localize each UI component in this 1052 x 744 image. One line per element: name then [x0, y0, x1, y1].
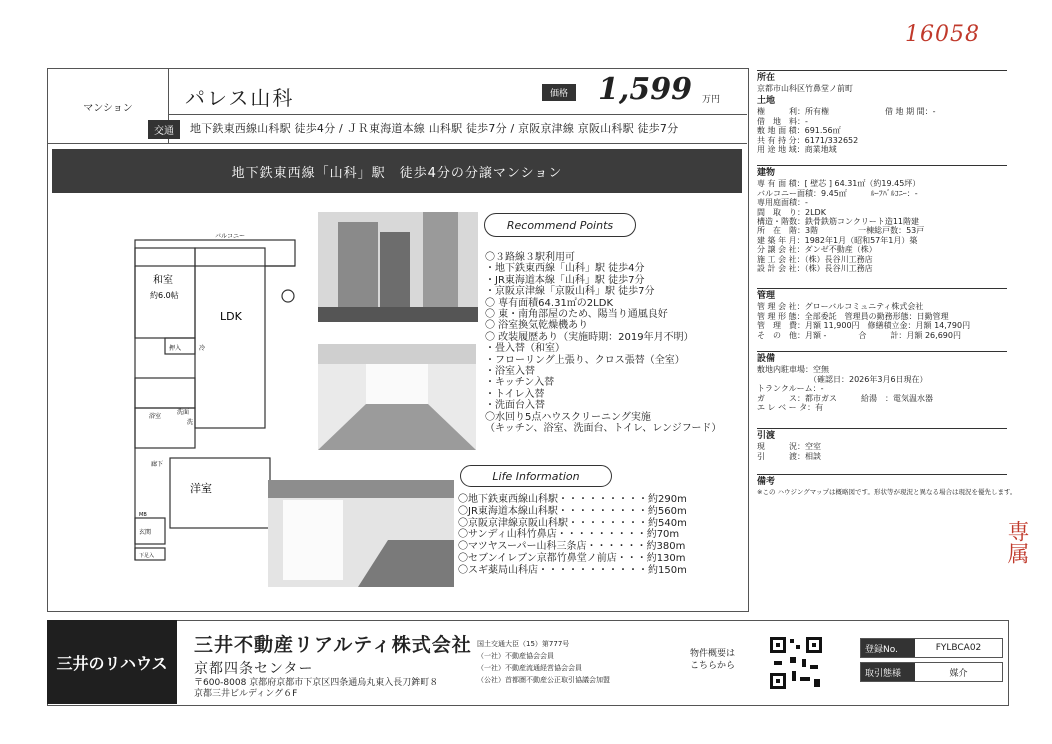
deal-type-row: [860, 662, 1003, 682]
company-name: 三井不動産リアルティ株式会社: [194, 634, 472, 656]
life-info-item: 〇JR東海道本線山科駅・・・・・・・・・約560m: [458, 505, 687, 517]
recommend-item: ・フローリング上張り、クロス張替（全室）: [485, 354, 685, 366]
recommend-item: ・キッチン入替: [485, 377, 555, 389]
handover-line: 引 渡：相談: [757, 451, 821, 461]
management-line: そ の 他：月額 - 合 計：月額 26,690円: [757, 330, 961, 340]
price-label: 価格: [542, 84, 576, 101]
plan-room2-name: LDK: [220, 310, 242, 323]
remarks-title: 備考: [757, 477, 776, 487]
qr-caption-line: こちらから: [690, 661, 736, 671]
room-ldk: [195, 248, 265, 428]
recommend-item: 〇水回り5点ハウスクリーニング実施: [485, 411, 651, 423]
balcony-area: [135, 240, 295, 266]
recommend-item: ・JR東海道本線「山科」駅 徒歩7分: [485, 274, 645, 286]
handover-title: 引渡: [757, 431, 776, 441]
management-section: [757, 288, 1007, 340]
price-unit: 万円: [702, 95, 721, 105]
plan-entrance: 玄関: [139, 529, 152, 536]
recommend-item: ・京阪京津線「京阪山科」駅 徒歩7分: [485, 286, 655, 298]
equipment-line: トランクルーム：-: [757, 384, 824, 394]
handover-line: 現 況：空室: [757, 442, 821, 452]
location-section: [757, 70, 1007, 94]
land-line: 敷 地 面 積：691.56㎡: [757, 126, 841, 136]
plan-room1-size: 約6.0帖: [150, 291, 179, 300]
title-divider: [168, 114, 747, 115]
deal-type-value: 媒介: [949, 668, 968, 679]
building-line: 構造・階数：鉄骨鉄筋コンクリート造11階建: [757, 217, 920, 227]
land-line: 用 途 地 域：商業地域: [757, 145, 837, 155]
equipment-line: エ レ ベ ー タ：有: [757, 403, 824, 413]
header-divider: [48, 143, 747, 144]
transit-label: 交通: [148, 120, 180, 139]
bathroom: [135, 378, 195, 408]
qr-code-icon[interactable]: [768, 635, 824, 691]
rehouse-logo: 三井のリハウス: [47, 620, 177, 704]
management-line: 管 理 費：月額 11,900円 修繕積立金：月額 14,790円: [757, 321, 971, 331]
property-name: パレス山科: [185, 86, 295, 110]
property-type: マンション: [48, 69, 169, 143]
equipment-line: 敷地内駐車場：空無: [757, 365, 829, 375]
handwritten-number: 16058: [905, 22, 980, 47]
life-info-item: 〇京阪京津線京阪山科駅・・・・・・・・約540m: [458, 517, 687, 529]
life-info-item: 〇サンディ山科竹鼻店・・・・・・・・・約70m: [458, 529, 680, 541]
deal-type-label: 取引態様: [861, 663, 915, 681]
recommend-item: ・浴室入替: [485, 366, 535, 378]
life-info-list: [458, 494, 687, 577]
license-info: [477, 638, 610, 686]
building-line: 間 取 り：2LDK: [757, 207, 826, 217]
building-line: 施 工 会 社：（株）長谷川工務店: [757, 254, 873, 264]
equipment-section: [757, 351, 1007, 412]
recommend-item: ・洗面台入替: [485, 400, 545, 412]
land-line: 借 地 料：-: [757, 116, 808, 126]
interior-washitsu-photo: [268, 480, 454, 587]
management-line: 管 理 会 社：グローバルコミュニティ株式会社: [757, 302, 924, 312]
interior-ldk-photo: [318, 344, 476, 450]
remarks-section: [757, 474, 1017, 498]
plan-wash: 洗: [187, 419, 194, 426]
plan-yokushitsu: 浴室: [149, 413, 162, 420]
transit-text: 地下鉄東西線山科駅 徒歩4分 / ＪＲ東海道本線 山科駅 徒歩7分 / 京阪京津線 京阪山科駅 徒歩7分: [190, 122, 679, 135]
plan-room3-name: 洋室: [190, 482, 212, 495]
catch-banner: 地下鉄東西線「山科」駅 徒歩4分の分譲マンション: [52, 149, 742, 193]
qr-caption: [690, 648, 735, 672]
location-title: 所在: [757, 73, 776, 83]
license-line: （一社）不動産流通経営協会会員: [477, 664, 582, 672]
reg-no-value: FYLBCA02: [935, 643, 982, 653]
land-title: 土地: [757, 96, 776, 106]
recommend-item: 〇 改装履歴あり（実施時期：2019年月不明）: [485, 331, 694, 343]
life-info-item: 〇セブンイレブン京都竹鼻堂ノ前店・・・約130m: [458, 552, 686, 564]
building-section: [757, 165, 1007, 273]
recommend-item: 〇 専有面積64.31㎡の2LDK: [485, 297, 613, 309]
recommend-item: ・畳入替（和室）: [485, 343, 565, 355]
life-info-title: Life Information: [460, 465, 612, 487]
building-line: 専用庭面積：-: [757, 198, 808, 208]
price-value: 1,599: [598, 72, 692, 107]
license-line: （一社）不動産協会会員: [477, 652, 554, 660]
equipment-line: （確認日：2026年3月6日現在）: [757, 374, 928, 384]
management-title: 管理: [757, 291, 776, 301]
building-line: バルコニー面積：9.45㎡ ﾙｰﾌﾊﾞﾙｺﾆｰ：-: [757, 188, 918, 198]
handwritten-stamp: 専属: [1004, 520, 1029, 564]
recommend-item: 〇 東・南角部屋のため、陽当り通風良好: [485, 309, 668, 321]
registration-table: [860, 638, 1003, 686]
building-line: 設 計 会 社：（株）長谷川工務店: [757, 264, 873, 274]
location-line: 京都市山科区竹鼻堂ノ前町: [757, 84, 853, 94]
recommend-list: [485, 252, 721, 435]
building-line: 所 在 階：3階 一棟総戸数：53戸: [757, 226, 925, 236]
building-line: 分 譲 会 社：ダンゼ不動産（株）: [757, 245, 877, 255]
qr-caption-line: 物件概要は: [690, 649, 736, 659]
recommend-item: 〇３路線３駅利用可: [485, 252, 575, 263]
plan-senmen: 洗面: [177, 409, 190, 416]
plan-reizo: 冷: [199, 345, 206, 352]
life-info-item: 〇マツヤスーパー山科三条店・・・・・・約380m: [458, 541, 686, 553]
recommend-item: （キッチン、浴室、洗面台、トイレ、レンジフード）: [485, 423, 722, 435]
recommend-title: Recommend Points: [484, 213, 636, 237]
plan-mb: MB: [139, 512, 147, 518]
land-line: 共 有 持 分：6171/332652: [757, 135, 859, 145]
plan-roka: 廊下: [151, 461, 164, 468]
plan-balcony-label: バルコニー: [215, 233, 246, 240]
reg-no-label: 登録No.: [861, 639, 915, 657]
land-section: [757, 94, 1007, 154]
life-info-item: 〇スギ薬局山科店・・・・・・・・・・・約150m: [458, 564, 687, 576]
equipment-line: ガ ス：都市ガス 給湯 ：電気温水器: [757, 393, 933, 403]
building-line: 建 築 年 月：1982年1月（昭和57年1月）築: [757, 235, 918, 245]
handover-section: [757, 428, 1007, 461]
company-address: [194, 678, 438, 700]
management-line: 管 理 形 態：全部委託 管理員の勤務形態：日勤管理: [757, 311, 949, 321]
life-info-item: 〇地下鉄東西線山科駅・・・・・・・・・約290m: [458, 494, 687, 505]
registration-row: [860, 638, 1003, 658]
plan-oshiire: 押入: [169, 345, 182, 352]
equipment-title: 設備: [757, 354, 776, 364]
room-yoshitsu: [170, 458, 270, 528]
building-exterior-photo: [318, 212, 478, 322]
address-line: 京都三井ビルディング６F: [194, 689, 298, 699]
building-line: 専 有 面 積：[ 壁芯 ] 64.31㎡（約19.45坪）: [757, 179, 921, 189]
recommend-item: ・地下鉄東西線「山科」駅 徒歩4分: [485, 263, 645, 275]
address-line: 〒600-8008 京都府京都市下京区四条通烏丸東入長刀鉾町８: [194, 678, 439, 688]
recommend-item: 〇 浴室換気乾燥機あり: [485, 320, 589, 332]
branch-name: 京都四条センター: [194, 661, 314, 677]
license-line: 国土交通大臣（15）第777号: [477, 640, 570, 648]
license-line: （公社）首都圏不動産公正取引協議会加盟: [477, 676, 610, 684]
remarks-line: ※この ハウジングマップは概略図です。形状等が現況と異なる場合は現況を優先します。: [757, 488, 1017, 497]
land-line: 権 利：所有権 借 地 期 間：-: [757, 107, 936, 117]
recommend-item: ・トイレ入替: [485, 388, 545, 400]
plan-getabako: 下足入: [139, 553, 155, 559]
plan-room1-name: 和室: [153, 275, 173, 286]
building-title: 建物: [757, 168, 776, 178]
